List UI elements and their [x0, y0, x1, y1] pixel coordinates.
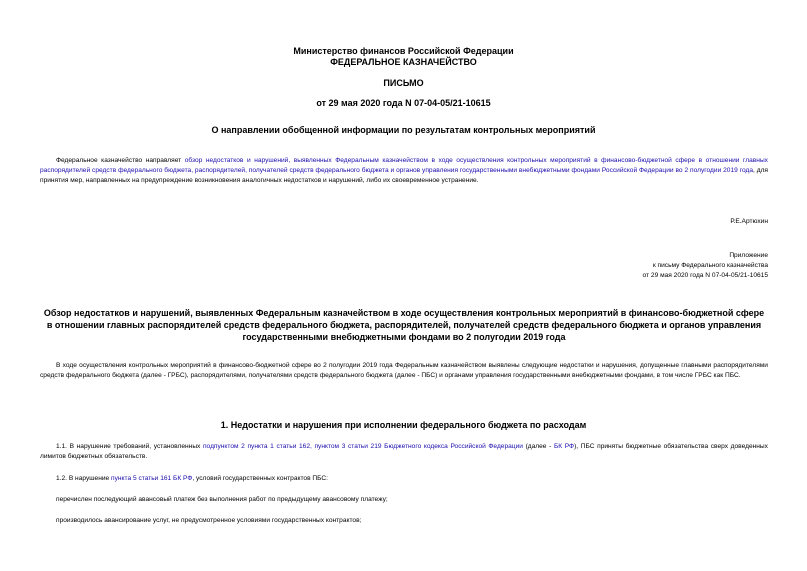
intro-text-before: Федеральное казначейство направляет [56, 157, 185, 164]
section-1-title: 1. Недостатки и нарушения при исполнении федерального бюджета по расходам [220, 420, 587, 430]
item-1-1 [40, 442, 768, 462]
overview-title: Обзор недостатков и нарушений, выявленных Федеральным казначейством в ходе осуществления контрольных мероприятий в финансово-бюджетной сфере в отношении главных распорядителей средств федерального бюджета, распорядителей, получателей средств федерального бюджета и органов управления государственными внебюджетными фондами во 2 полугодии 2019 года [43, 308, 765, 342]
intro-paragraph [40, 156, 768, 186]
document-date: от 29 мая 2020 года N 07-04-05/21-10615 [316, 98, 491, 108]
sub-item-1: перечислен последующий авансовый платеж без выполнения работ по предыдущему авансовому платежу; [56, 496, 388, 503]
appendix-line-3: от 29 мая 2020 года N 07-04-05/21-10615 [642, 272, 768, 279]
item-1-2 [40, 474, 768, 484]
overview-paragraph: В ходе осуществления контрольных мероприятий в финансово-бюджетной сфере во 2 полугодии 2019 года Федеральным казначейством выявлены следующие недостатки и нарушения, допущенные главными распорядителями средств федерального бюджета (далее - ГРБС), распорядителями, получателями средств федерального бюджета (далее - ПБС) и органами управления государственными внебюджетными фондами, в том числе ГРБС как ПБС. [40, 362, 768, 379]
appendix-line-1: Приложение [729, 252, 768, 259]
article-161-link[interactable]: пункта 5 статьи 161 БК РФ [111, 475, 193, 482]
sub-item-2: производилось авансирование услуг, не предусмотренное условиями государственных контрактов; [56, 517, 362, 524]
signature: Р.Е.Артюхин [730, 218, 768, 225]
bk-rf-articles-link[interactable]: подпунктом 2 пункта 1 статьи 162, пунктом 3 статьи 219 Бюджетного кодекса Российской Федерации [202, 443, 523, 450]
bk-rf-link[interactable]: БК РФ [553, 443, 575, 450]
item-1-1-after: ), ПБС приняты бюджетные обязательства сверх доведенных лимитов бюджетных обязательств. [40, 443, 768, 460]
appendix-block [643, 251, 768, 281]
document-subject: О направлении обобщенной информации по результатам контрольных мероприятий [211, 125, 596, 135]
ministry-name: Министерство финансов Российской Федерации [293, 46, 514, 56]
item-1-2-before: 1.2. В нарушение [56, 475, 112, 482]
intro-text-after: , для принятия мер, направленных на предупреждение возникновения аналогичных недостатков и нарушений, либо их своевременное устранение. [40, 167, 768, 184]
agency-name: ФЕДЕРАЛЬНОЕ КАЗНАЧЕЙСТВО [330, 57, 477, 67]
item-1-1-before: 1.1. В нарушение требований, установленных [56, 443, 203, 450]
item-1-2-after: , условий государственных контрактов ПБС: [192, 475, 329, 482]
document-type: ПИСЬМО [383, 78, 424, 88]
overview-link[interactable]: обзор недостатков и нарушений, выявленных Федеральным казначейством в ходе осуществления контрольных мероприятий в финансово-бюджетной сфере в отношении главных распорядителей средств федерального бюджета, распорядителей, получателей средств федерального бюджета и органов управления государственными внебюджетными фондами Российской Федерации во 2 полугодии 2019 года [40, 157, 768, 174]
appendix-line-2: к письму Федерального казначейства [652, 262, 768, 269]
item-1-1-middle: (далее - [522, 443, 554, 450]
